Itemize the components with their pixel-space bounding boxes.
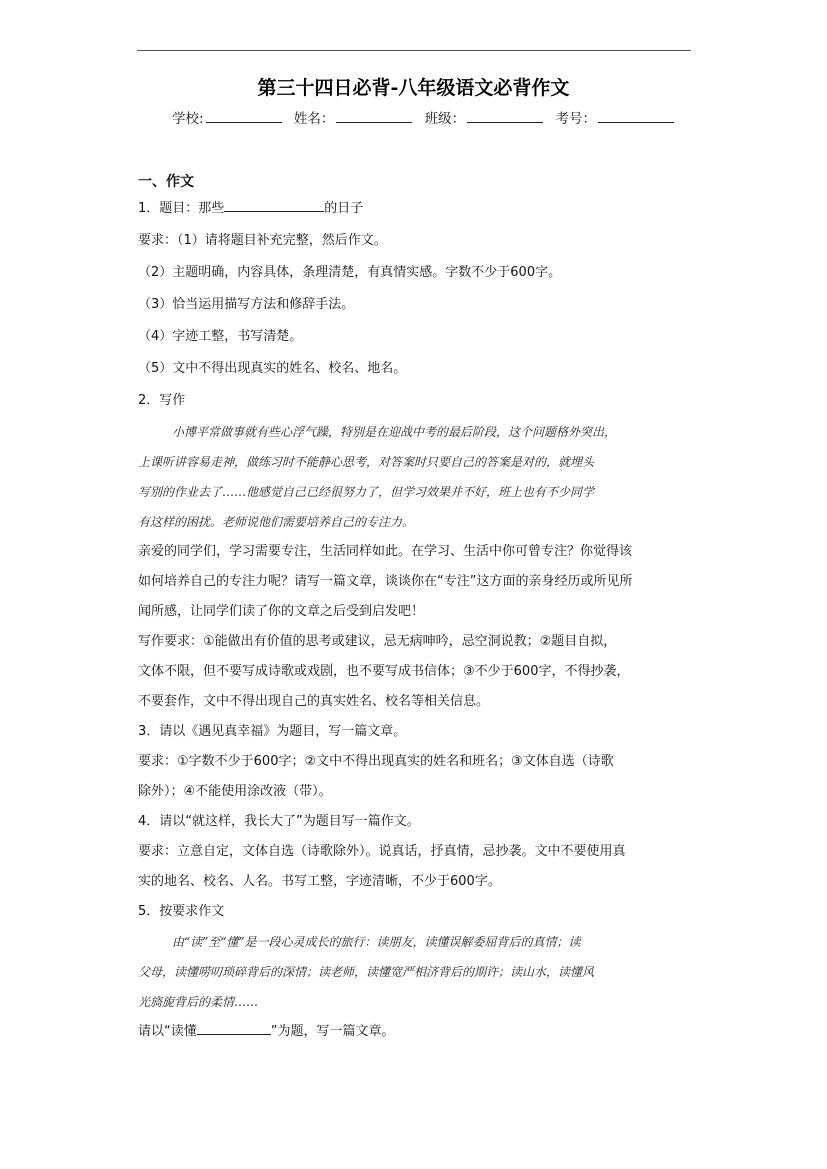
class-field[interactable] (467, 110, 543, 123)
q1-requirement-5: （5）文中不得出现真实的姓名、校名、地名。 (138, 361, 407, 376)
q3-requirement-line: 要求：①字数不少于600字；②文中不得出现真实的姓名和班名；③文体自选（诗歌 (138, 754, 614, 769)
q2-requirement-line: 文体不限，但不要写成诗歌或戏剧，也不要写成书信体；③不少于600字，不得抄袭， (138, 664, 630, 679)
q5-instruction (138, 1017, 694, 1047)
q2-material-line: 有这样的困扰。老师说他们需要培养自己的专注力。 (138, 515, 415, 529)
header-rule (137, 50, 691, 51)
q2-prompt-line: 如何培养自己的专注力呢？请写一篇文章，谈谈你在“专注”这方面的亲身经历或所见所 (138, 574, 633, 589)
q3-requirement-line: 除外）；④不能使用涂改液（带）。 (138, 784, 332, 799)
q5-material-line: 父母，读懂唠叨琐碎背后的深情；读老师，读懂宽严相济背后的期许；读山水，读懂风 (138, 965, 595, 979)
q1-blank (224, 197, 324, 212)
school-label: 学校: (172, 111, 204, 127)
question-4-title: 4．请以“就这样，我长大了”为题目写一篇作文。 (138, 814, 420, 829)
name-field[interactable] (336, 110, 412, 123)
q2-requirement-line: 写作要求：①能做出有价值的思考或建议，忌无病呻吟，忌空洞说教；②题目自拟， (138, 634, 617, 649)
q5-instruction-suffix: ”为题，写一篇文章。 (270, 1024, 395, 1039)
section-heading: 一、作文 (138, 174, 194, 190)
id-field[interactable] (598, 110, 674, 123)
q2-prompt-line: 闻所感，让同学们读了你的文章之后受到启发吧！ (138, 604, 425, 619)
class-label: 班级： (424, 111, 466, 127)
page-title: 第三十四日必背-八年级语文必背作文 (257, 77, 570, 99)
content (138, 171, 694, 1047)
q5-material-line: 由“读”至“懂”是一段心灵成长的旅行：读朋友，读懂误解委屈背后的真情；读 (172, 935, 581, 949)
question-3-title: 3．请以《遇见真幸福》为题目，写一篇文章。 (138, 724, 407, 739)
school-field[interactable] (206, 110, 282, 123)
q5-instruction-prefix: 请以“读懂 (138, 1024, 197, 1039)
student-info-line (172, 107, 682, 127)
q1-requirement-1: 要求：（1）请将题目补充完整，然后作文。 (138, 233, 387, 248)
q1-requirement-2: （2）主题明确，内容具体，条理清楚，有真情实感。字数不少于600字。 (138, 265, 562, 280)
q1-suffix: 的日子 (324, 201, 364, 216)
q2-material-line: 小博平常做事就有些心浮气躁，特别是在迎战中考的最后阶段，这个问题格外突出， (172, 425, 617, 439)
q2-requirement-line: 不要套作，文中不得出现自己的真实姓名、校名等相关信息。 (138, 694, 490, 709)
q1-requirement-4: （4）字迹工整，书写清楚。 (138, 329, 303, 344)
q4-requirement-line: 要求：立意自定，文体自选（诗歌除外）。说真话，抒真情，忌抄袭。文中不要使用真 (138, 844, 626, 859)
q1-requirement-3: （3）恰当运用描写方法和修辞手法。 (138, 297, 355, 312)
q2-prompt-line: 亲爱的同学们，学习需要专注，生活同样如此。在学习、生活中你可曾专注？你觉得该 (138, 544, 633, 559)
q4-requirement-line: 实的地名、校名、人名。书写工整，字迹清晰，不少于600字。 (138, 874, 501, 889)
q1-prefix: 1．题目：那些 (138, 201, 225, 216)
question-1-title (138, 193, 694, 225)
name-label: 姓名： (293, 111, 335, 127)
question-5-title: 5．按要求作文 (138, 904, 225, 919)
q5-blank (197, 1020, 271, 1035)
q2-material-line: 写别的作业去了……他感觉自己已经很努力了，但学习效果并不好，班上也有不少同学 (138, 485, 595, 499)
q2-material-line: 上课听讲容易走神，做练习时不能静心思考，对答案时只要自己的答案是对的，就埋头 (138, 455, 595, 469)
question-2-title: 2．写作 (138, 393, 186, 408)
q5-material-line: 光旖旎背后的柔情…… (138, 995, 259, 1009)
id-label: 考号： (555, 111, 596, 127)
